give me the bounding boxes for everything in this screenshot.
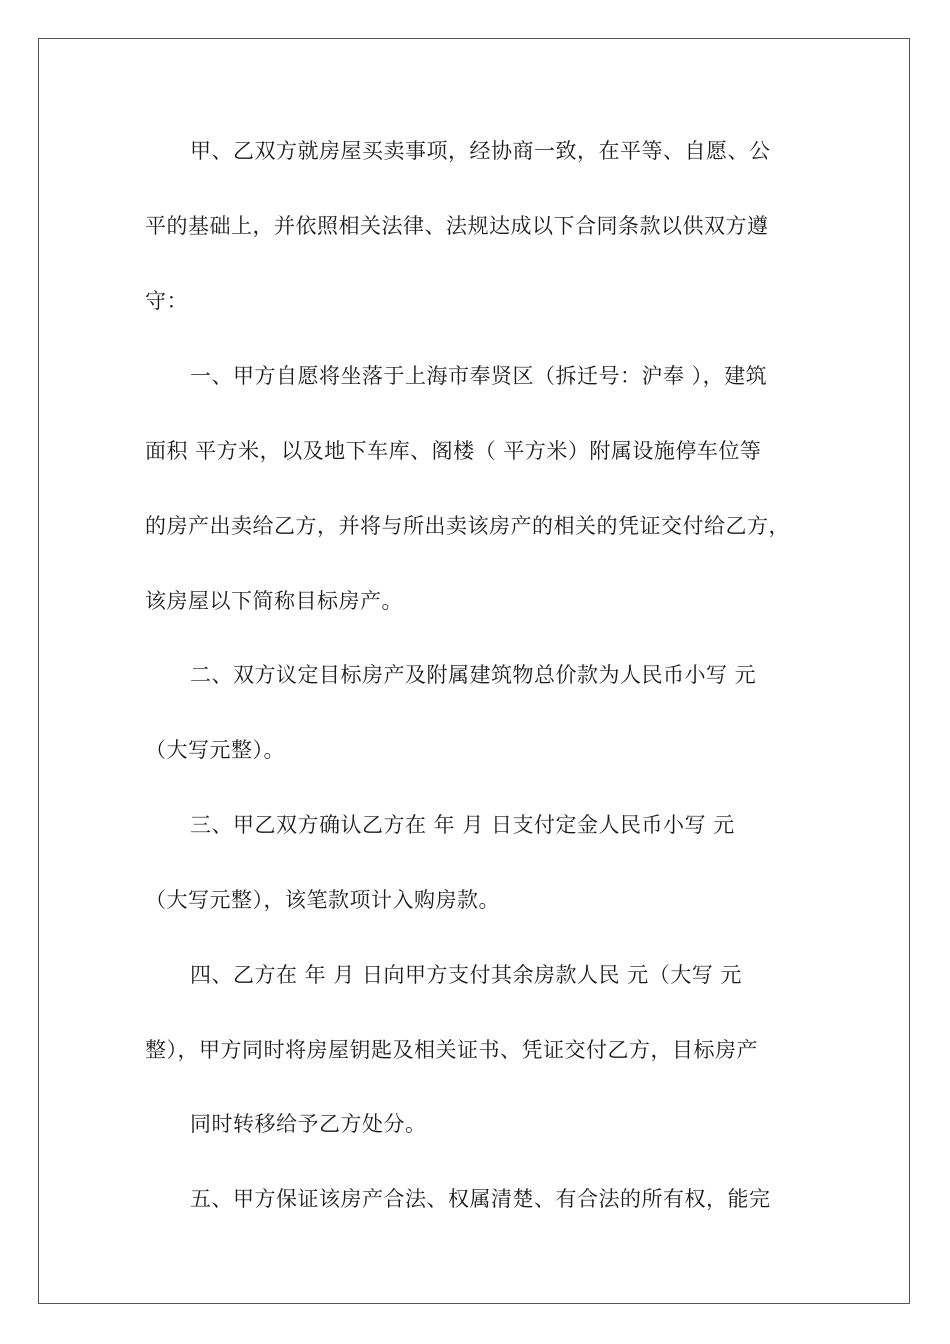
text-line-8: 二、双方议定目标房产及附属建筑物总价款为人民币小写 元: [190, 663, 757, 687]
text-line-13: 整），甲方同时将房屋钥匙及相关证书、凭证交付乙方，目标房产: [145, 1038, 758, 1062]
text-line-1: 甲、乙双方就房屋买卖事项，经协商一致，在平等、自愿、公: [190, 139, 771, 163]
text-line-9: （大写元整）。: [145, 738, 285, 762]
text-line-11: （大写元整），该笔款项计入购房款。: [145, 888, 500, 912]
text-line-7: 该房屋以下简称目标房产。: [145, 589, 403, 613]
text-line-4: 一、甲方自愿将坐落于上海市奉贤区（拆迁号：沪奉 ），建筑: [190, 364, 768, 388]
text-line-14: 同时转移给予乙方处分。: [190, 1112, 427, 1136]
text-line-5: 面积 平方米，以及地下车库、阁楼（ 平方米）附属设施停车位等: [145, 439, 762, 463]
text-line-2: 平的基础上，并依照相关法律、法规达成以下合同条款以供双方遵: [145, 214, 769, 238]
text-line-12: 四、乙方在 年 月 日向甲方支付其余房款人民 元（大写 元: [190, 963, 742, 987]
text-line-10: 三、甲乙双方确认乙方在 年 月 日支付定金人民币小写 元: [190, 813, 735, 837]
text-line-6: 的房产出卖给乙方，并将与所出卖该房产的相关的凭证交付给乙方，: [145, 514, 790, 538]
text-line-3: 守：: [145, 289, 188, 313]
text-line-15: 五、甲方保证该房产合法、权属清楚、有合法的所有权，能完: [190, 1187, 771, 1211]
